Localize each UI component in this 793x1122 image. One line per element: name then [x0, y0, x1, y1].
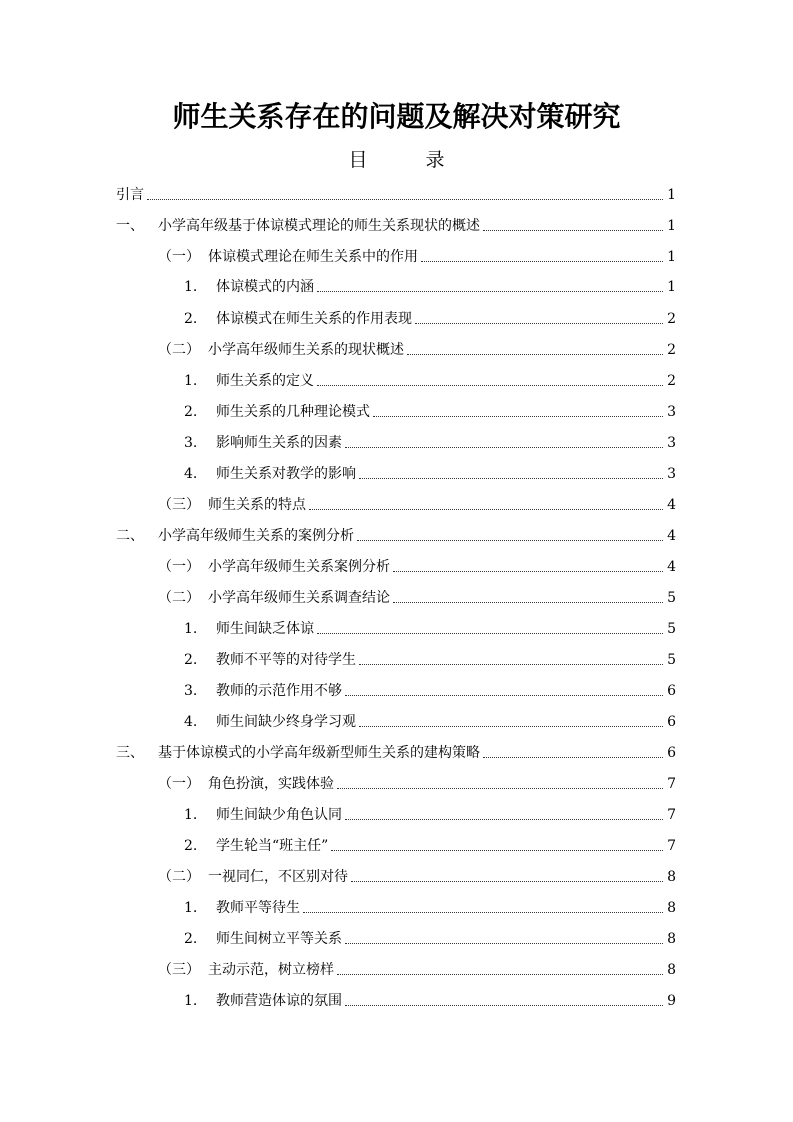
toc-page-number: 1: [667, 187, 676, 203]
toc-entry-title: 师生关系的几种理论模式: [216, 404, 370, 420]
toc-entry[interactable]: [184, 614, 676, 638]
toc-entry-number: 2.: [184, 652, 198, 668]
toc-entry[interactable]: [184, 831, 676, 855]
toc-dot-leader: [317, 290, 663, 292]
toc-entry-title: 师生关系的特点: [208, 497, 306, 513]
toc-entry-title: 小学高年级师生关系的现状概述: [208, 342, 404, 358]
toc-entry-number: 1.: [184, 807, 198, 823]
toc-entry-title: 学生轮当“班主任”: [216, 838, 329, 854]
toc-entry[interactable]: [184, 986, 676, 1010]
toc-dot-leader: [373, 415, 663, 417]
toc-entry[interactable]: [184, 707, 676, 731]
toc-dot-leader: [393, 601, 663, 603]
toc-entry-number: 1.: [184, 993, 198, 1009]
toc-entry-title: 师生间缺少终身学习观: [216, 714, 356, 730]
toc-page-number: 7: [667, 838, 676, 854]
toc-entry-title: 教师营造体谅的氛围: [216, 993, 342, 1009]
toc-entry-number: 三、: [116, 745, 144, 761]
toc-dot-leader: [393, 570, 663, 572]
toc-dot-leader: [317, 384, 663, 386]
toc-entry-number: （三）: [158, 497, 200, 513]
toc-entry[interactable]: [158, 583, 676, 607]
toc-entry-title: 引言: [116, 187, 144, 203]
toc-page-number: 3: [667, 466, 676, 482]
toc-entry-title: 师生关系对教学的影响: [216, 466, 356, 482]
toc-entry-title: 师生关系的定义: [216, 373, 314, 389]
toc-dot-leader: [337, 787, 663, 789]
toc-page-number: 8: [667, 931, 676, 947]
toc-page-number: 4: [667, 528, 676, 544]
toc-page-number: 4: [667, 559, 676, 575]
toc-entry-title: 体谅模式理论在师生关系中的作用: [208, 249, 418, 265]
toc-dot-leader: [345, 694, 663, 696]
toc-dot-leader: [357, 539, 663, 541]
toc-dot-leader: [351, 880, 663, 882]
toc-page-number: 5: [667, 590, 676, 606]
toc-entry-title: 师生间树立平等关系: [216, 931, 342, 947]
toc-dot-leader: [309, 508, 663, 510]
toc-entry[interactable]: [158, 242, 676, 266]
toc-page-number: 1: [667, 279, 676, 295]
toc-entry-number: （二）: [158, 869, 200, 885]
toc-entry-number: 4.: [184, 714, 198, 730]
toc-dot-leader: [359, 477, 663, 479]
toc-page-number: 2: [667, 311, 676, 327]
toc-page-number: 3: [667, 435, 676, 451]
toc-entry[interactable]: [116, 738, 676, 762]
toc-page-number: 6: [667, 683, 676, 699]
toc-entry-number: 二、: [116, 528, 144, 544]
toc-entry-title: 教师的示范作用不够: [216, 683, 342, 699]
toc-dot-leader: [359, 663, 663, 665]
toc-entry[interactable]: [184, 304, 676, 328]
toc-entry-title: 角色扮演，实践体验: [208, 776, 334, 792]
toc-entry-title: 小学高年级师生关系案例分析: [208, 559, 390, 575]
toc-dot-leader: [303, 911, 663, 913]
toc-entry-title: 教师不平等的对待学生: [216, 652, 356, 668]
toc-entry[interactable]: [158, 490, 676, 514]
toc-entry-title: 一视同仁，不区别对待: [208, 869, 348, 885]
toc-entry[interactable]: [184, 428, 676, 452]
toc-entry[interactable]: [184, 272, 676, 296]
toc-entry-number: （一）: [158, 776, 200, 792]
toc-page-number: 8: [667, 962, 676, 978]
toc-page-number: 3: [667, 404, 676, 420]
toc-entry[interactable]: [158, 552, 676, 576]
toc-entry-number: 2.: [184, 838, 198, 854]
toc-page-number: 1: [667, 218, 676, 234]
toc-heading: 目 录: [348, 149, 471, 171]
toc-page-number: 6: [667, 745, 676, 761]
toc-dot-leader: [421, 260, 663, 262]
toc-entry-title: 师生间缺乏体谅: [216, 621, 314, 637]
toc-entry-number: 2.: [184, 931, 198, 947]
toc-entry-title: 小学高年级基于体谅模式理论的师生关系现状的概述: [158, 218, 480, 234]
toc-entry[interactable]: [158, 955, 676, 979]
toc-entry[interactable]: [116, 180, 676, 204]
toc-entry-number: 一、: [116, 218, 144, 234]
toc-dot-leader: [345, 446, 663, 448]
toc-dot-leader: [337, 973, 663, 975]
toc-entry[interactable]: [184, 397, 676, 421]
toc-page-number: 8: [667, 900, 676, 916]
toc-entry-title: 师生间缺少角色认同: [216, 807, 342, 823]
toc-entry-title: 体谅模式的内涵: [216, 279, 314, 295]
toc-dot-leader: [147, 198, 663, 200]
toc-entry-number: 2.: [184, 311, 198, 327]
toc-entry-title: 主动示范，树立榜样: [208, 962, 334, 978]
toc-entry-title: 影响师生关系的因素: [216, 435, 342, 451]
toc-entry[interactable]: [184, 800, 676, 824]
toc-entry[interactable]: [158, 769, 676, 793]
toc-page-number: 2: [667, 373, 676, 389]
toc-dot-leader: [345, 818, 663, 820]
toc-entry[interactable]: [158, 335, 676, 359]
toc-dot-leader: [317, 632, 663, 634]
toc-entry-title: 小学高年级师生关系的案例分析: [158, 528, 354, 544]
toc-page-number: 5: [667, 652, 676, 668]
toc-entry-number: （二）: [158, 590, 200, 606]
toc-page-number: 7: [667, 776, 676, 792]
toc-page-number: 1: [667, 249, 676, 265]
toc-page-number: 7: [667, 807, 676, 823]
toc-page-number: 8: [667, 869, 676, 885]
toc-entry-number: （一）: [158, 249, 200, 265]
toc-entry-number: 1.: [184, 621, 198, 637]
toc-entry-number: 1.: [184, 279, 198, 295]
toc-entry[interactable]: [184, 459, 676, 483]
toc-page-number: 2: [667, 342, 676, 358]
toc-page-number: 6: [667, 714, 676, 730]
toc-dot-leader: [483, 756, 663, 758]
toc-entry-number: 2.: [184, 404, 198, 420]
toc-entry-number: 1.: [184, 373, 198, 389]
toc-entry[interactable]: [184, 924, 676, 948]
toc-entry-number: 1.: [184, 900, 198, 916]
toc-entry[interactable]: [184, 893, 676, 917]
toc-entry-title: 小学高年级师生关系调查结论: [208, 590, 390, 606]
toc-page-number: 5: [667, 621, 676, 637]
toc-entry-number: 4.: [184, 466, 198, 482]
toc-dot-leader: [331, 849, 663, 851]
toc-dot-leader: [359, 725, 663, 727]
toc-dot-leader: [345, 942, 663, 944]
toc-entry-number: 3.: [184, 435, 198, 451]
toc-page-number: 9: [667, 993, 676, 1009]
toc-dot-leader: [345, 1004, 663, 1006]
toc-dot-leader: [415, 322, 663, 324]
toc-dot-leader: [483, 229, 663, 231]
toc-entry-number: （二）: [158, 342, 200, 358]
toc-entry[interactable]: [184, 645, 676, 669]
toc-entry-number: 3.: [184, 683, 198, 699]
toc-entry[interactable]: [116, 211, 676, 235]
document-title: 师生关系存在的问题及解决对策研究: [172, 100, 621, 133]
toc-entry-number: （三）: [158, 962, 200, 978]
toc-entry[interactable]: [184, 366, 676, 390]
toc-entry[interactable]: [116, 521, 676, 545]
toc-entry-title: 体谅模式在师生关系的作用表现: [216, 311, 412, 327]
toc-page-number: 4: [667, 497, 676, 513]
toc-dot-leader: [407, 353, 663, 355]
toc-entry-title: 基于体谅模式的小学高年级新型师生关系的建构策略: [158, 745, 480, 761]
toc-entry[interactable]: [158, 862, 676, 886]
toc-entry-title: 教师平等待生: [216, 900, 300, 916]
toc-entry[interactable]: [184, 676, 676, 700]
toc-entry-number: （一）: [158, 559, 200, 575]
